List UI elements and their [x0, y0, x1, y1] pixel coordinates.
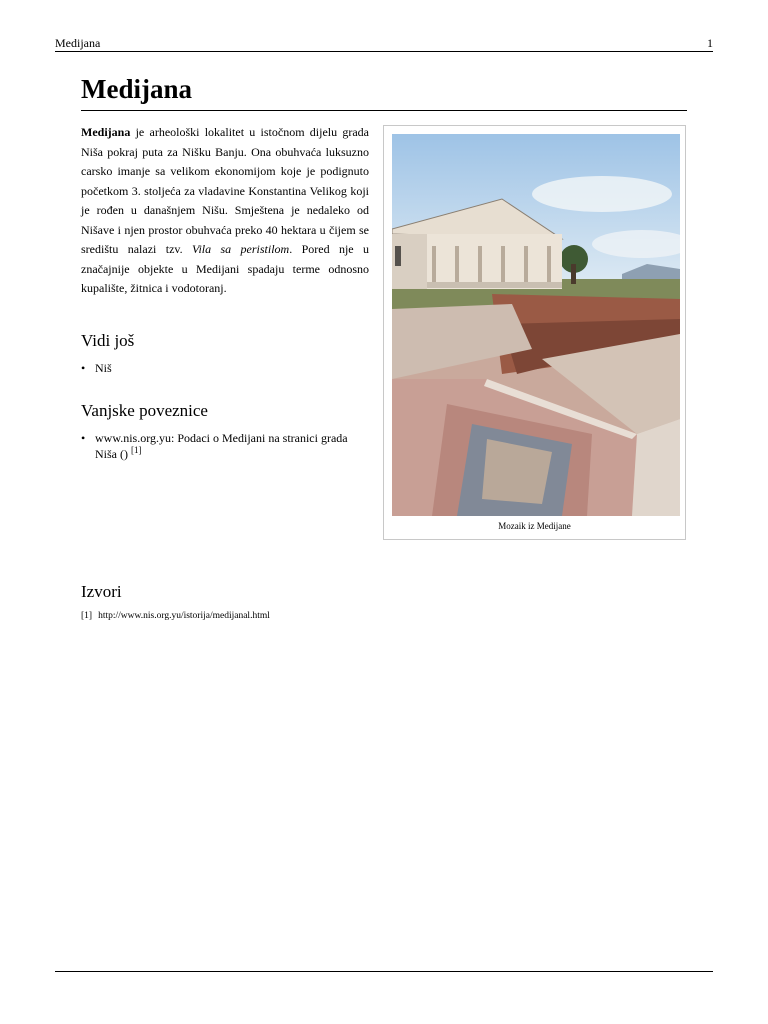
- header-rule: [55, 51, 713, 52]
- external-links-list: [81, 431, 371, 462]
- external-link-text[interactable]: www.nis.org.yu: Podaci o Medijani na stranici grada Niša (): [95, 431, 348, 461]
- heading-external-links: Vanjske poveznice: [81, 401, 208, 420]
- reference-marker[interactable]: [1]: [131, 444, 142, 455]
- page-title: Medijana: [81, 74, 192, 104]
- intro-text-1: je arheološki lokalitet u istočnom dijelu grada Niša pokraj puta za Nišku Banju. Ona obuhvaća luksuzno carsko imanje sa velikom ekonomijom koje je podignuto početkom 3. stoljeća za vladavine Konstantina Velikog koji je rođen u današnjem Nišu. Smještena je nedaleko od Nišave i njen prostor obuhvaća preko 40 hektara u čijem se središtu nalazi tzv.: [81, 125, 369, 256]
- reference-item: [81, 610, 270, 622]
- title-rule: [81, 110, 687, 111]
- intro-paragraph: [81, 123, 369, 299]
- page-number: 1: [707, 36, 713, 50]
- intro-text-2: . Pored nje u značajnije objekte u Medijani spadaju terme odnosno kupalište, žitnica i vodotoranj.: [81, 242, 369, 295]
- footer-rule: [55, 971, 713, 972]
- list-item[interactable]: [81, 361, 371, 377]
- link-nis[interactable]: Niš: [95, 361, 112, 375]
- see-also-list: [81, 361, 371, 377]
- reference-number: [1]: [81, 611, 93, 621]
- running-title: Medijana: [55, 36, 101, 50]
- mosaic-photo: [392, 134, 680, 516]
- heading-sources: Izvori: [81, 582, 122, 601]
- heading-see-also: Vidi još: [81, 331, 135, 350]
- intro-bold-term: Medijana: [81, 125, 131, 139]
- figure-box: [383, 125, 686, 540]
- intro-italic-term: Vila sa peristilom: [192, 242, 290, 256]
- list-item[interactable]: [81, 431, 371, 462]
- figure-caption: Mozaik iz Medijane: [498, 521, 571, 531]
- running-header: [55, 35, 713, 51]
- reference-url[interactable]: http://www.nis.org.yu/istorija/medijanal.html: [98, 611, 270, 621]
